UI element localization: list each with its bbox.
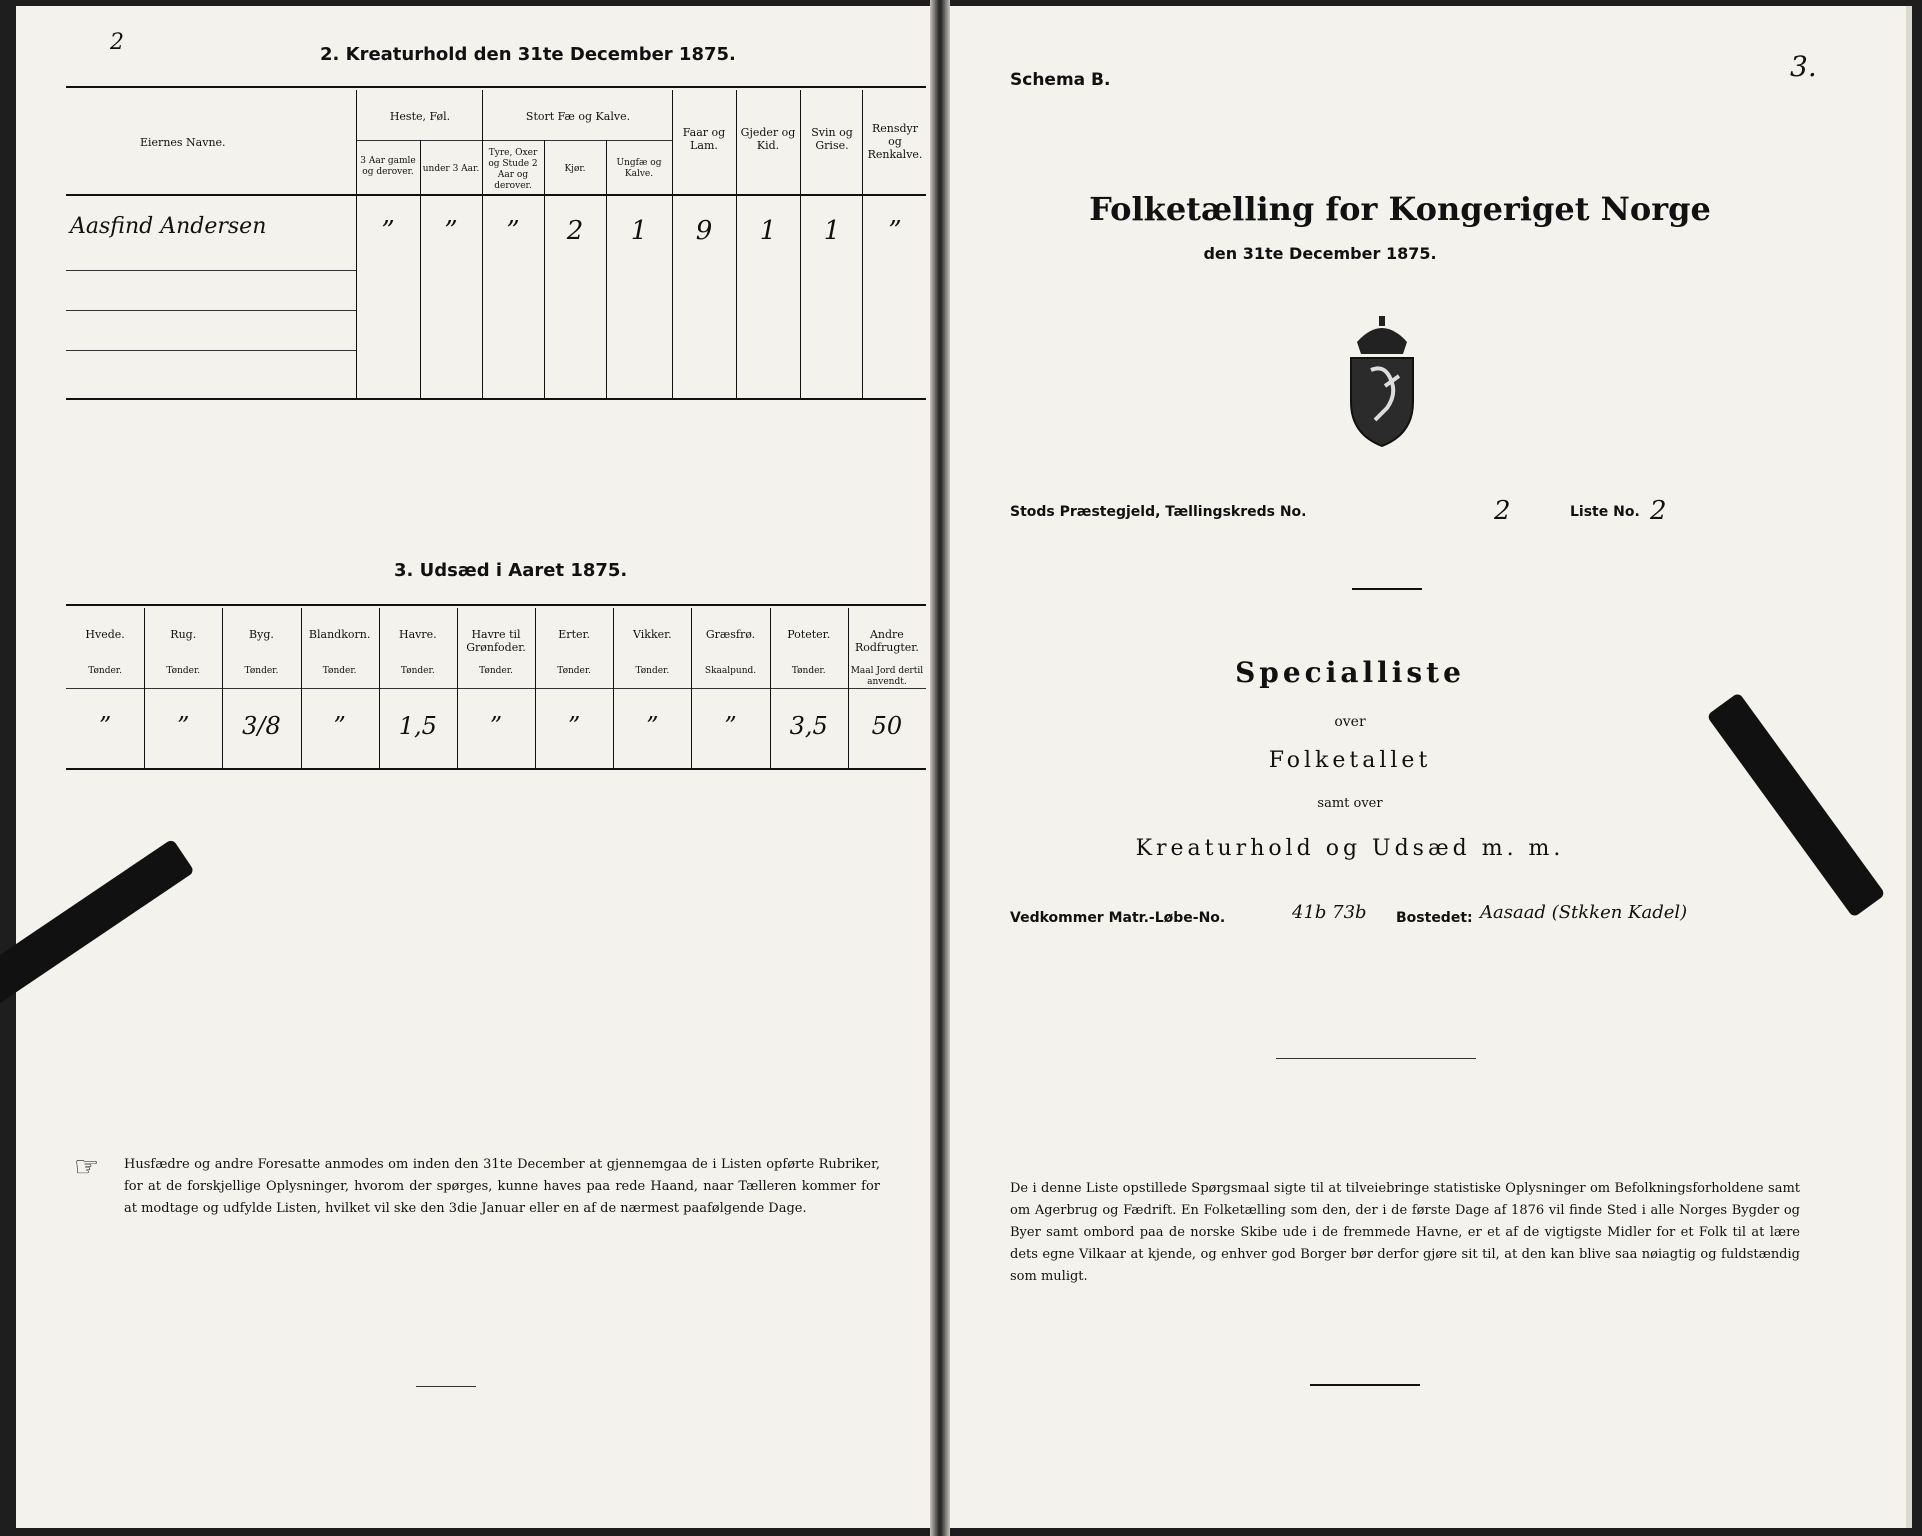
matr-label: Vedkommer Matr.-Løbe-No.: [1010, 910, 1226, 926]
section2-bottom-rule: [66, 398, 926, 400]
udsaed-value: ”: [489, 712, 503, 740]
cell-faar: 9: [695, 216, 713, 246]
cell-svin: 1: [823, 216, 841, 246]
over-label: over: [1334, 714, 1366, 730]
udsaed-header: Poteter.: [787, 628, 831, 641]
section3-title: 3. Udsæd i Aaret 1875.: [394, 560, 628, 581]
col-divider: [535, 608, 536, 768]
pointing-hand-icon: ☞: [74, 1150, 100, 1183]
row-line: [66, 270, 356, 271]
divider: [1310, 1384, 1420, 1386]
udsaed-unit: Tønder.: [791, 666, 826, 676]
bosted-value: Aasaad (Stkken Kadel): [1480, 902, 1688, 923]
col-divider: [606, 140, 607, 398]
udsaed-value: 3,5: [789, 712, 828, 740]
udsaed-unit: Tønder.: [322, 666, 357, 676]
footer-rule: [416, 1386, 476, 1387]
col-divider: [770, 608, 771, 768]
udsaed-value: ”: [177, 712, 190, 740]
liste-label: Liste No.: [1570, 504, 1640, 520]
coat-of-arms-icon: [1345, 310, 1419, 450]
cell-heste-young: ”: [444, 216, 458, 246]
udsaed-value: ”: [646, 712, 659, 740]
col-divider: [862, 90, 863, 398]
udsaed-unit: Skaalpund.: [704, 666, 757, 676]
udsaed-unit: Tønder.: [557, 666, 592, 676]
udsaed-header: Rug.: [170, 628, 197, 641]
section3-top-rule: [66, 604, 926, 606]
udsaed-header: Andre Rodfrugter.: [854, 628, 919, 654]
udsaed-unit: Tønder.: [479, 666, 513, 676]
row-line: [66, 310, 356, 311]
divider: [1352, 588, 1422, 590]
section2-top-rule: [66, 86, 926, 88]
bosted-label: Bostedet:: [1396, 910, 1473, 926]
tyre-subheader: Tyre, Oxer og Stude 2 Aar og derover.: [488, 148, 538, 191]
col-divider: [800, 90, 801, 398]
divider: [1276, 1058, 1476, 1059]
udsaed-unit: Tønder.: [244, 666, 279, 676]
heste-old-subheader: 3 Aar gamle og derover.: [360, 156, 416, 177]
udsaed-unit: Tønder.: [88, 666, 122, 676]
rensdyr-header: Rensdyr og Renkalve.: [867, 122, 923, 161]
udsaed-value: ”: [98, 712, 112, 740]
main-title: Folketælling for Kongeriget Norge: [1089, 190, 1711, 228]
udsaed-value: ”: [568, 712, 581, 740]
udsaed-header: Blandkorn.: [308, 628, 371, 641]
col-divider: [144, 608, 145, 768]
col-divider: [301, 608, 302, 768]
owner-header: Eiernes Navne.: [140, 136, 226, 149]
section3-header-rule: [66, 688, 926, 689]
section2-header-rule: [66, 194, 926, 196]
udsaed-value: 1,5: [398, 712, 437, 740]
schema-label: Schema B.: [1010, 70, 1111, 90]
udsaed-header: Vikker.: [633, 628, 672, 641]
specialliste-title: Specialliste: [1235, 656, 1465, 689]
footer-text: De i denne Liste opstillede Spørgsmaal sigte til at tilveiebringe statistiske Oplysninger om Befolkningsforholdene samt om Agerbrug og Fædrift. En Folketælling som den, der i de første Dage af 1876 vil finde Sted i alle Norges Bygder og Byer samt ombord paa de norske Skibe ude i de fremmede Havne, er et af de vigtigste Midler for et Folk til at lære dets egne Vilkaar at kjende, og enhver god Borger bør derfor gjøre sit til, at den kan blive saa nøiagtig og fuldstændig som muligt.: [1010, 1181, 1800, 1284]
section3-bottom-rule: [66, 768, 926, 770]
heste-header: Heste, Føl.: [389, 110, 451, 123]
faar-header: Faar og Lam.: [682, 126, 726, 152]
owner-name: Aasfind Andersen: [70, 214, 267, 239]
udsaed-value: ”: [333, 712, 346, 740]
ungfae-subheader: Ungfæ og Kalve.: [616, 158, 662, 179]
udsaed-header: Havre til Grønfoder.: [466, 628, 526, 654]
stort-fae-header: Stort Fæ og Kalve.: [525, 110, 631, 123]
cell-tyre: ”: [506, 216, 520, 246]
col-divider: [379, 608, 380, 768]
book-gutter: [930, 0, 950, 1536]
row-line: [66, 350, 356, 351]
udsaed-header: Byg.: [249, 628, 274, 641]
prestegjeld-label: Stods Præstegjeld, Tællingskreds No.: [1010, 504, 1307, 520]
page-edge: [1906, 6, 1912, 1528]
notice-text: Husfædre og andre Foresatte anmodes om inden den 31te December at gjennemgaa de i Listen opførte Rubriker, for at de forskjellige Oplysninger, hvorom der spørges, kunne haves paa rede Haand, naar Tælleren kommer for at modtage og udfylde Listen, hvilket vil ske den 3die Januar eller en af de nærmest paafølgende Dage.: [124, 1157, 880, 1216]
svin-header: Svin og Grise.: [811, 126, 853, 152]
liste-value: 2: [1650, 496, 1667, 526]
cell-heste-old: ”: [381, 216, 395, 246]
folketallet-label: Folketallet: [1268, 748, 1432, 773]
udsaed-unit: Tønder.: [166, 666, 201, 676]
cell-ungfae: 1: [630, 216, 648, 246]
col-divider: [736, 90, 737, 398]
udsaed-value: 50: [871, 712, 903, 740]
udsaed-header: Havre.: [398, 628, 437, 641]
col-divider: [691, 608, 692, 768]
subheader-rule: [356, 140, 672, 141]
udsaed-unit: Tønder.: [635, 666, 670, 676]
udsaed-value: 3/8: [242, 712, 281, 740]
date-line: den 31te December 1875.: [1203, 244, 1437, 263]
col-divider: [420, 140, 421, 398]
col-divider: [613, 608, 614, 768]
col-divider: [544, 140, 545, 398]
col-divider: [356, 90, 357, 398]
gjeder-header: Gjeder og Kid.: [740, 126, 796, 152]
col-divider: [672, 90, 673, 398]
udsaed-unit: Tønder.: [400, 666, 435, 676]
matr-value: 41b 73b: [1292, 902, 1367, 923]
col-divider: [848, 608, 849, 768]
kjor-subheader: Kjør.: [564, 164, 586, 174]
col-divider: [457, 608, 458, 768]
col-divider: [482, 90, 483, 398]
tallingskreds-value: 2: [1494, 496, 1511, 526]
section2-title: 2. Kreaturhold den 31te December 1875.: [320, 44, 736, 65]
heste-young-subheader: under 3 Aar.: [422, 164, 480, 174]
udsaed-header: Erter.: [558, 628, 591, 641]
cell-kjor: 2: [566, 216, 584, 246]
cell-rensdyr: ”: [888, 216, 902, 246]
col-divider: [222, 608, 223, 768]
udsaed-header: Græsfrø.: [705, 628, 756, 641]
cell-gjeder: 1: [759, 216, 777, 246]
kreaturhold-label: Kreaturhold og Udsæd m. m.: [1135, 836, 1565, 861]
udsaed-value: ”: [724, 712, 737, 740]
udsaed-unit: Maal Jord dertil anvendt.: [850, 666, 924, 687]
corner-mark: 2: [110, 30, 124, 55]
samt-over-label: samt over: [1317, 796, 1383, 811]
udsaed-header: Hvede.: [85, 628, 125, 641]
page-number: 3.: [1790, 50, 1817, 83]
